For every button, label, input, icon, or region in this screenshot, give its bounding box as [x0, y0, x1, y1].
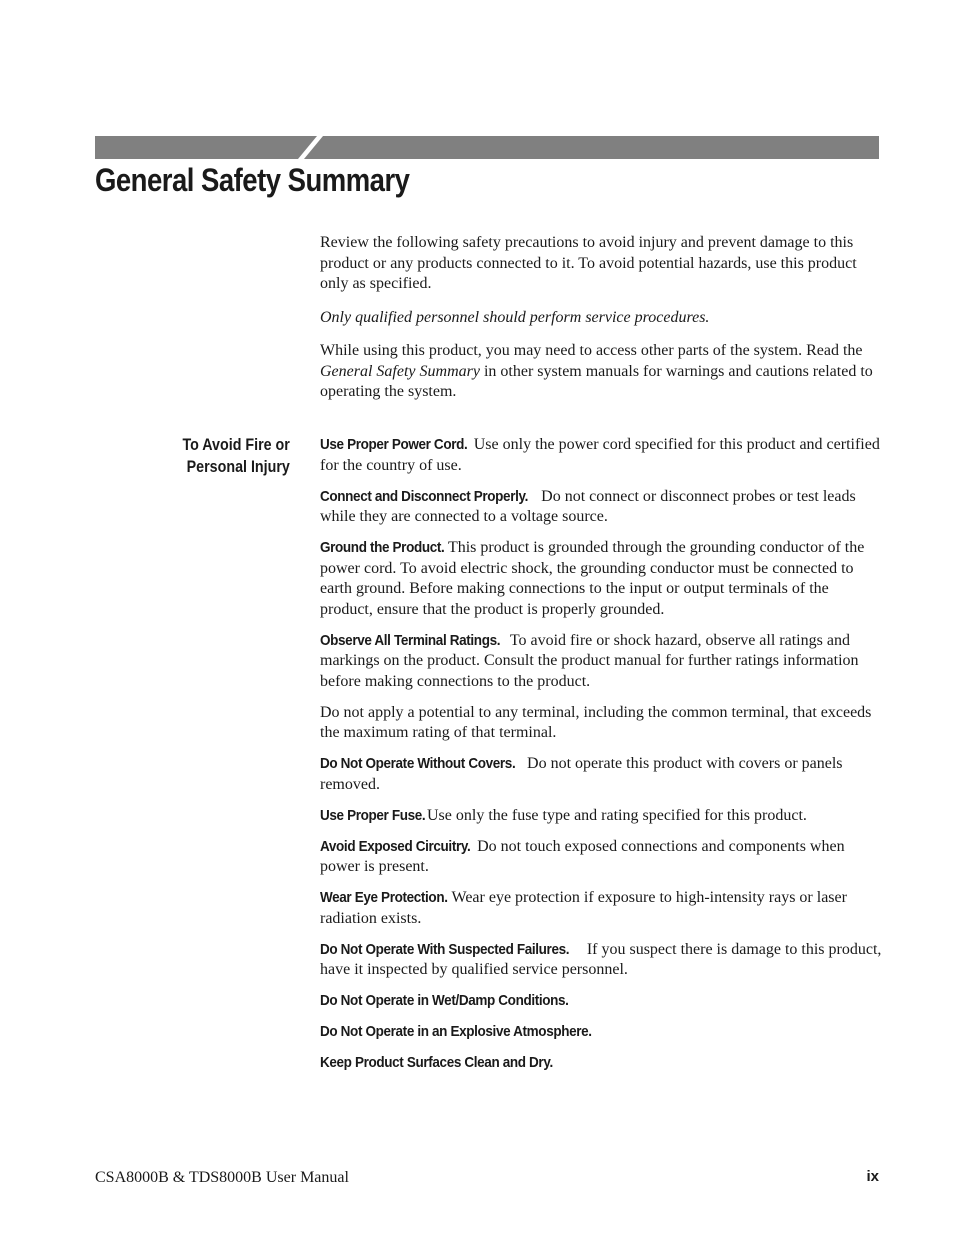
- section-heading-line-1: To Avoid Fire or: [182, 435, 290, 454]
- rule-fuse: Use Proper Fuse. Use only the fuse type and rating specified for this product.: [320, 806, 807, 824]
- rule-suspected-failures: Do Not Operate With Suspected Failures. If you suspect there is damage to this product, have it inspected by qualified service personnel.: [320, 940, 882, 978]
- rule-terminal-potential: Do not apply a potential to any terminal, including the common terminal, that exceeds the maximum rating of that terminal.: [320, 703, 872, 741]
- rule-power-cord: Use Proper Power Cord. Use only the power cord specified for this product and certified for the country of use.: [320, 436, 880, 474]
- intro-paragraph-3: While using this product, you may need to access other parts of the system. Read the General Safety Summary in other system manuals for warnings and cautions related to operating the system.: [320, 342, 873, 400]
- intro-section: [320, 233, 882, 416]
- rule-covers: Do Not Operate Without Covers. Do not operate this product with covers or panels removed.: [320, 755, 843, 793]
- rule-terminal-ratings: Observe All Terminal Ratings. To avoid fire or shock hazard, observe all ratings and markings on the product. Consult the product manual for further ratings information before making connections to the product.: [320, 631, 859, 690]
- footer-page-number: ix: [866, 1168, 879, 1185]
- safety-rules-list: [320, 435, 882, 1084]
- section-heading: [183, 434, 290, 478]
- rule-explosive-atmosphere: Do Not Operate in an Explosive Atmosphere.: [320, 1023, 592, 1040]
- rule-exposed-circuitry: Avoid Exposed Circuitry. Do not touch exposed connections and components when power is present.: [320, 837, 845, 875]
- intro-paragraph-1: Review the following safety precautions to avoid injury and prevent damage to this product or any products connected to it. To avoid potential hazards, use this product only as specified.: [320, 234, 857, 292]
- rule-clean-dry: Keep Product Surfaces Clean and Dry.: [320, 1054, 553, 1071]
- rule-eye-protection: Wear Eye Protection. Wear eye protection if exposure to high-intensity rays or laser radiation exists.: [320, 889, 847, 927]
- page-title: General Safety Summary: [95, 162, 410, 198]
- footer-manual-name: CSA8000B & TDS8000B User Manual: [95, 1169, 349, 1186]
- rule-wet-damp: Do Not Operate in Wet/Damp Conditions.: [320, 992, 569, 1009]
- title-banner-bar: [95, 136, 879, 159]
- rule-ground-product: Ground the Product. This product is grounded through the grounding conductor of the power cord. To avoid electric shock, the grounding conductor must be connected to earth ground. Before making connections to the input or output terminals of the product, ensure that the product is properly grounded.: [320, 539, 865, 618]
- intro-paragraph-2: Only qualified personnel should perform service procedures.: [320, 308, 710, 326]
- rule-connect-disconnect: Connect and Disconnect Properly. Do not connect or disconnect probes or test leads while they are connected to a voltage source.: [320, 487, 856, 525]
- section-heading-line-2: Personal Injury: [186, 457, 290, 476]
